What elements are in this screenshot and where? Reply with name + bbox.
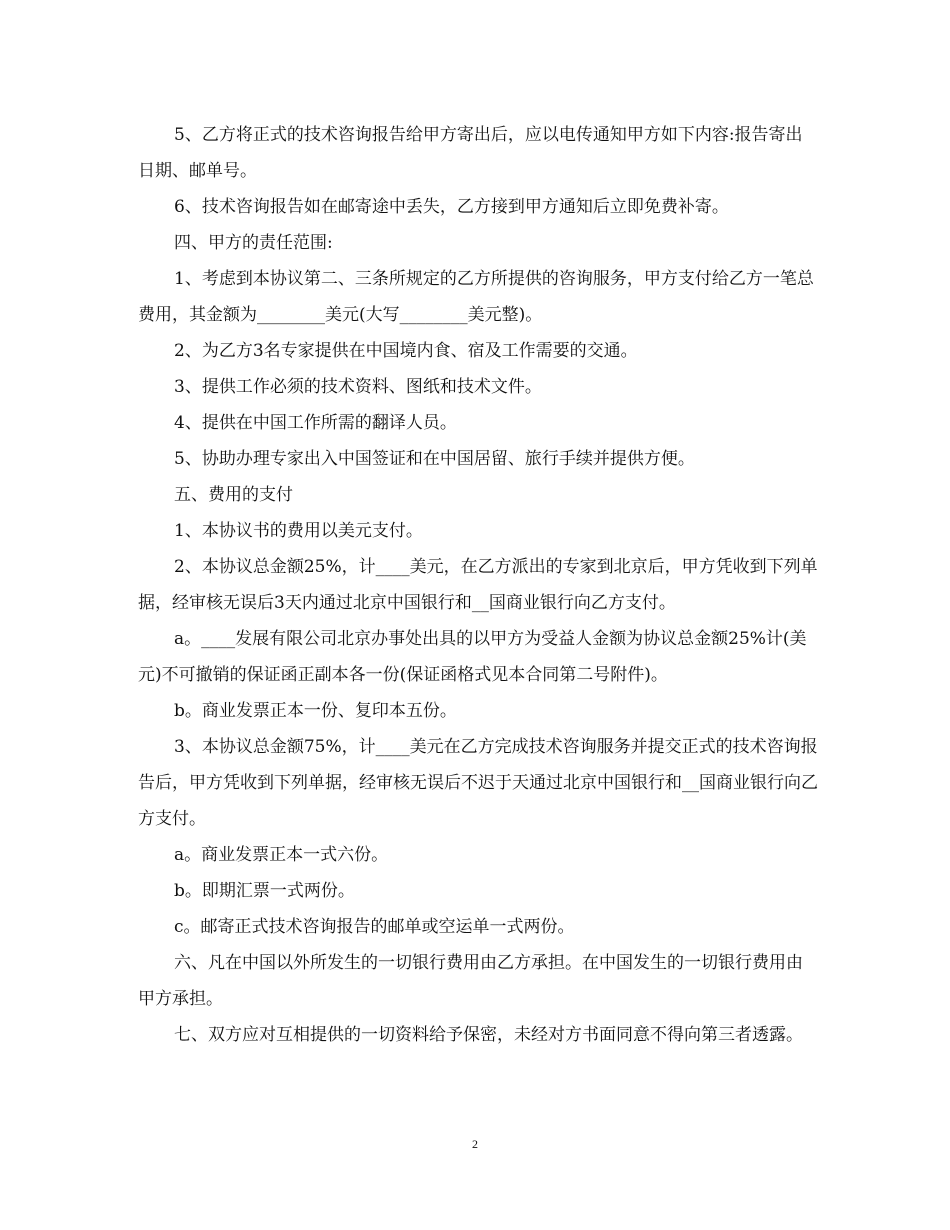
page-number: 2 bbox=[472, 1137, 478, 1151]
paragraph-sight-draft: b。即期汇票一式两份。 bbox=[174, 881, 355, 901]
section-heading-payment: 五、费用的支付 bbox=[174, 485, 293, 505]
paragraph-translators: 4、提供在中国工作所需的翻译人员。 bbox=[174, 413, 457, 433]
paragraph-confidentiality: 七、双方应对互相提供的一切资料给予保密，未经对方书面同意不得向第三者透露。 bbox=[174, 1025, 803, 1045]
paragraph-mail-receipt: c。邮寄正式技术咨询报告的邮单或空运单一式两份。 bbox=[174, 917, 575, 937]
paragraph-expert-support: 2、为乙方3名专家提供在中国境内食、宿及工作需要的交通。 bbox=[174, 341, 638, 361]
paragraph-first-installment: 2、本协议总金额25%，计____美元，在乙方派出的专家到北京后，甲方凭收到下列单据，经审核无误后3天内通过北京中国银行和__国商业银行向乙方支付。 bbox=[138, 557, 818, 613]
paragraph-total-fee: 1、考虑到本协议第二、三条所规定的乙方所提供的咨询服务，甲方支付给乙方一笔总费用，其金额为________美元(大写________美元整)。 bbox=[138, 269, 814, 325]
document-body bbox=[138, 117, 818, 1053]
paragraph-report-notice: 5、乙方将正式的技术咨询报告给甲方寄出后，应以电传通知甲方如下内容:报告寄出日期、邮单号。 bbox=[138, 125, 803, 181]
section-heading-party-a-responsibility: 四、甲方的责任范围: bbox=[174, 233, 333, 253]
paragraph-lost-report: 6、技术咨询报告如在邮寄途中丢失，乙方接到甲方通知后立即免费补寄。 bbox=[174, 197, 729, 217]
paragraph-second-installment: 3、本协议总金额75%，计____美元在乙方完成技术咨询服务并提交正式的技术咨询报告后，甲方凭收到下列单据，经审核无误后不迟于天通过北京中国银行和__国商业银行向乙方支付。 bbox=[138, 737, 818, 829]
paragraph-bank-charges: 六、凡在中国以外所发生的一切银行费用由乙方承担。在中国发生的一切银行费用由甲方承担。 bbox=[138, 953, 803, 1009]
paragraph-payment-currency: 1、本协议书的费用以美元支付。 bbox=[174, 521, 423, 541]
paragraph-guarantee-letter: a。____发展有限公司北京办事处出具的以甲方为受益人金额为协议总金额25%计(美元)不可撤销的保证函正副本各一份(保证函格式见本合同第二号附件)。 bbox=[138, 629, 807, 685]
paragraph-invoice-six-copies: a。商业发票正本一式六份。 bbox=[174, 845, 389, 865]
paragraph-technical-materials: 3、提供工作必须的技术资料、图纸和技术文件。 bbox=[174, 377, 542, 397]
paragraph-commercial-invoice-copies: b。商业发票正本一份、复印本五份。 bbox=[174, 701, 457, 721]
paragraph-visa-assistance: 5、协助办理专家出入中国签证和在中国居留、旅行手续并提供方便。 bbox=[174, 449, 695, 469]
